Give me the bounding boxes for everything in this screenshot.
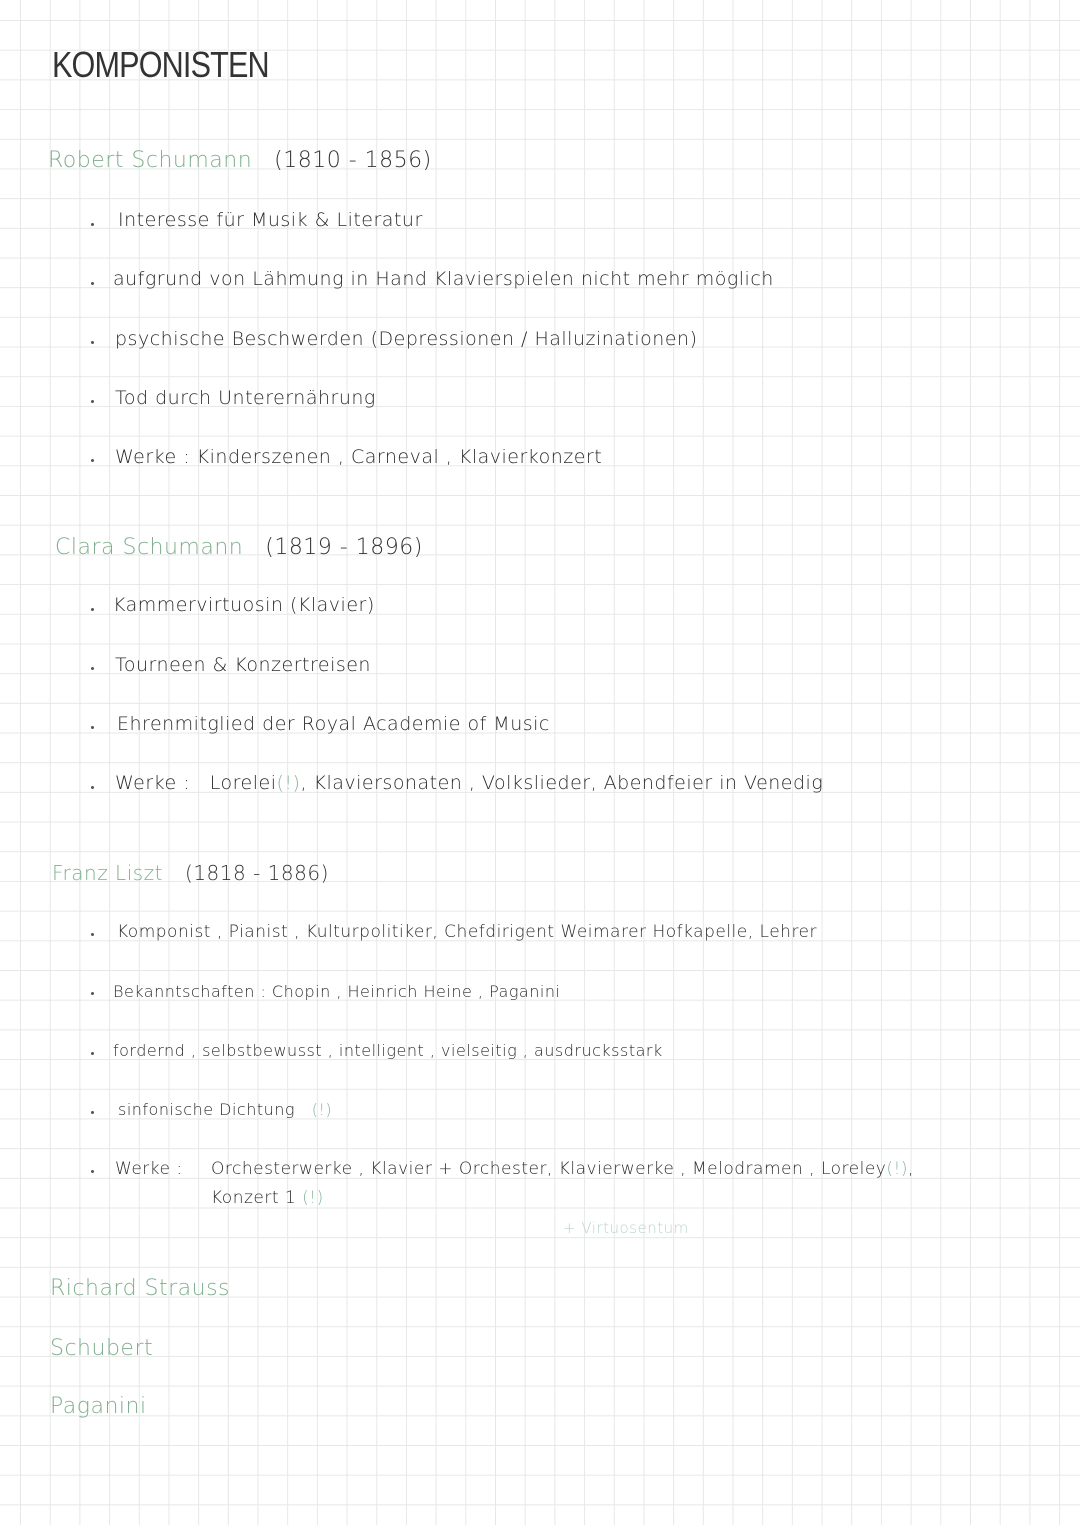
list-item: aufgrund von Lähmung in Hand Klavierspielen nicht mehr möglich (113, 268, 774, 290)
list-item: Tod durch Unterernährung (115, 387, 376, 409)
composer-name: Paganini (50, 1394, 147, 1419)
composer-heading (52, 861, 329, 885)
composer-name: Schubert (50, 1336, 154, 1361)
composer-years: (1819 - 1896) (265, 535, 423, 560)
works: , Klaviersonaten , Volkslieder, Abendfeier in Venedig (300, 772, 824, 794)
composer-name: Franz Liszt (52, 861, 164, 885)
works-label: Werke : (115, 772, 191, 794)
composer-heading (55, 535, 423, 560)
bullet (91, 400, 94, 403)
composer-heading (48, 148, 432, 173)
composer-name: Robert Schumann (48, 148, 253, 173)
bullet (91, 667, 94, 670)
list-item: Werke : Kinderszenen , Carneval , Klavierkonzert (115, 446, 603, 468)
important-mark: (!) (886, 1159, 908, 1179)
work: Lorelei (209, 772, 277, 794)
composer-years: (1818 - 1886) (185, 861, 329, 885)
page-title: KOMPONISTEN (52, 44, 269, 85)
important-mark: (!) (311, 1100, 333, 1119)
list-item: Ehrenmitglied der Royal Academie of Music (117, 713, 550, 735)
bullet (91, 992, 94, 995)
works-label: Werke : (115, 1159, 183, 1179)
composer-years: (1810 - 1856) (274, 148, 432, 173)
bullet (91, 786, 94, 789)
bullet (91, 223, 94, 226)
list-item (211, 1188, 324, 1208)
works: Orchesterwerke , Klavier + Orchester, Klavierwerke , Melodramen , Loreley (211, 1159, 887, 1179)
bullet (91, 459, 94, 462)
bullet (91, 282, 94, 285)
important-mark: (!) (276, 772, 301, 794)
list-item: Tourneen & Konzertreisen (115, 654, 371, 676)
bullet (91, 341, 94, 344)
list-item: Orchesterwerke , Klavier + Orchester, Klavierwerke , Melodramen , Loreley(!), (211, 1159, 914, 1179)
bullet (91, 726, 94, 729)
important-mark: (!) (302, 1188, 324, 1208)
bullet (91, 608, 94, 611)
bullet (91, 933, 94, 936)
bullet (91, 1052, 94, 1055)
list-item: Bekanntschaften : Chopin , Heinrich Heine , Paganini (113, 982, 561, 1001)
list-item (118, 1100, 332, 1119)
list-item: fordernd , selbstbewusst , intelligent , vielseitig , ausdrucksstark (113, 1041, 663, 1060)
bullet (91, 1111, 94, 1114)
text: sinfonische Dichtung (118, 1100, 295, 1119)
list-item (115, 772, 823, 794)
bullet (91, 1170, 94, 1173)
list-item: psychische Beschwerden (Depressionen / Halluzinationen) (115, 328, 698, 350)
list-item: Interesse für Musik & Literatur (118, 209, 423, 231)
list-item: Kammervirtuosin (Klavier) (113, 594, 375, 616)
composer-name: Clara Schumann (55, 535, 244, 560)
list-item: Komponist , Pianist , Kulturpolitiker, Chefdirigent Weimarer Hofkapelle, Lehrer (117, 922, 818, 942)
side-note: + Virtuosentum (563, 1219, 689, 1237)
composer-name: Richard Strauss (50, 1276, 231, 1301)
works: Konzert 1 (211, 1188, 297, 1208)
